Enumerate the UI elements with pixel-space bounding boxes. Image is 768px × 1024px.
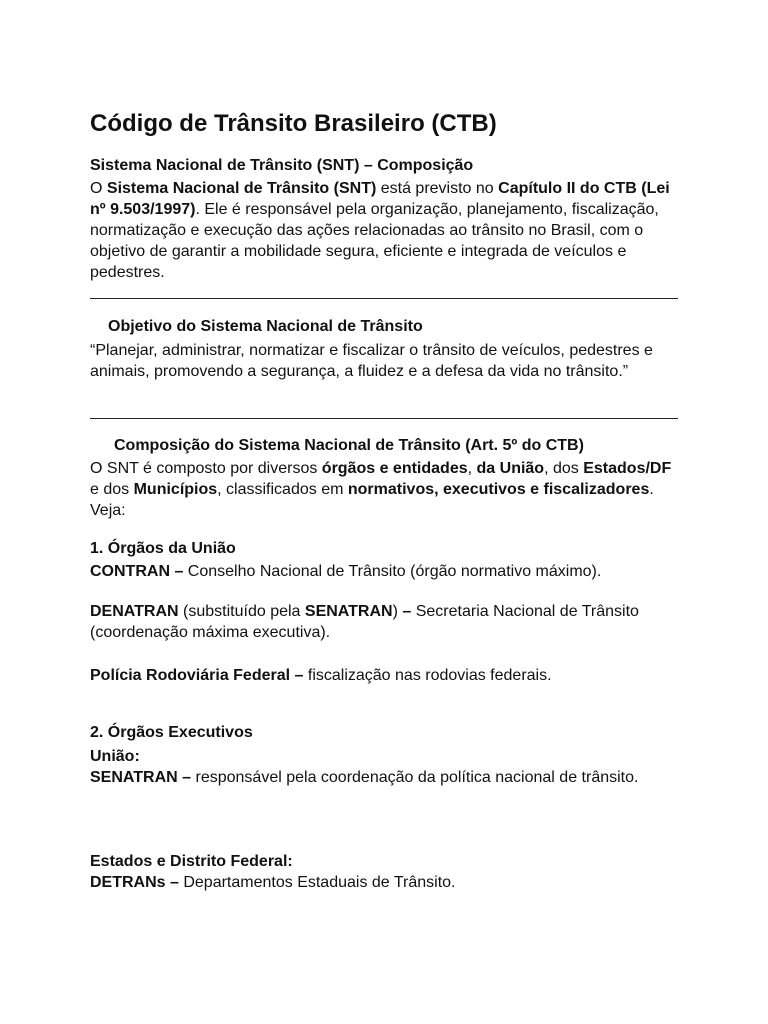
bold-run: DENATRAN [90, 603, 179, 620]
objetivo-quote: “Planejar, administrar, normatizar e fiscalizar o trânsito de veículos, pedestres e animais, promovendo a segurança, a fluidez e a defesa da vida no trânsito.” [90, 342, 653, 380]
bold-run: DETRANs – [90, 874, 179, 891]
text-run: O SNT é composto por diversos [90, 460, 322, 477]
divider [90, 418, 678, 419]
objetivo-heading: Objetivo do Sistema Nacional de Trânsito [108, 318, 423, 335]
composicao-heading: Composição do Sistema Nacional de Trânsito (Art. 5º do CTB) [114, 437, 584, 454]
senatran-item [90, 767, 680, 788]
text-run: , dos [544, 460, 584, 477]
bold-run: Polícia Rodoviária Federal – [90, 667, 304, 684]
denatran-item [90, 601, 680, 643]
detrans-item [90, 872, 680, 893]
text-run: e dos [90, 481, 134, 498]
contran-item [90, 561, 680, 582]
bold-run: órgãos e entidades [321, 460, 468, 477]
text-run: Departamentos Estaduais de Trânsito. [178, 874, 456, 891]
text-run: , classificados em [217, 481, 348, 498]
bold-run: da União [476, 460, 545, 477]
snt-heading: Sistema Nacional de Trânsito (SNT) – Composição [90, 157, 474, 174]
prf-item [90, 665, 680, 686]
text-run: . Veja: [90, 481, 654, 519]
bold-run: – [402, 603, 412, 620]
text-run: Secretaria Nacional de Trânsito (coordenação máxima executiva). [90, 603, 639, 641]
bold-run: SENATRAN – [90, 769, 192, 786]
bold-run: normativos, executivos e fiscalizadores [347, 481, 650, 498]
snt-intro-paragraph [90, 178, 680, 283]
uniao-label: União: [90, 748, 140, 765]
text-run: fiscalização nas rodovias federais. [303, 667, 552, 684]
executivos-heading: 2. Órgãos Executivos [90, 724, 253, 741]
bold-run: Capítulo II do CTB (Lei nº 9.503/1997) [90, 180, 670, 218]
text-run: ) [392, 603, 403, 620]
text-run: . Ele é responsável pela organização, planejamento, fiscalização, normatização e execução das ações relacionadas ao trânsito no Brasil, com o objetivo de garantir a mobilidade segura, eficiente e integrada de veículos e pedestres. [90, 201, 659, 281]
text-run: , [467, 460, 477, 477]
document-title: Código de Trânsito Brasileiro (CTB) [90, 110, 497, 137]
composicao-intro-paragraph [90, 458, 680, 521]
text-run: Conselho Nacional de Trânsito (órgão normativo máximo). [183, 563, 602, 580]
bold-run: Estados/DF [583, 460, 672, 477]
divider [90, 298, 678, 299]
bold-run: CONTRAN – [90, 563, 184, 580]
uniao-heading: 1. Órgãos da União [90, 540, 236, 557]
text-run: está previsto no [376, 180, 499, 197]
estados-label: Estados e Distrito Federal: [90, 853, 293, 870]
text-run: responsável pela coordenação da política nacional de trânsito. [191, 769, 639, 786]
bold-run: SENATRAN [304, 603, 393, 620]
text-run: (substituído pela [178, 603, 305, 620]
text-run: O [90, 180, 107, 197]
bold-run: Municípios [133, 481, 218, 498]
bold-run: Sistema Nacional de Trânsito (SNT) [106, 180, 377, 197]
